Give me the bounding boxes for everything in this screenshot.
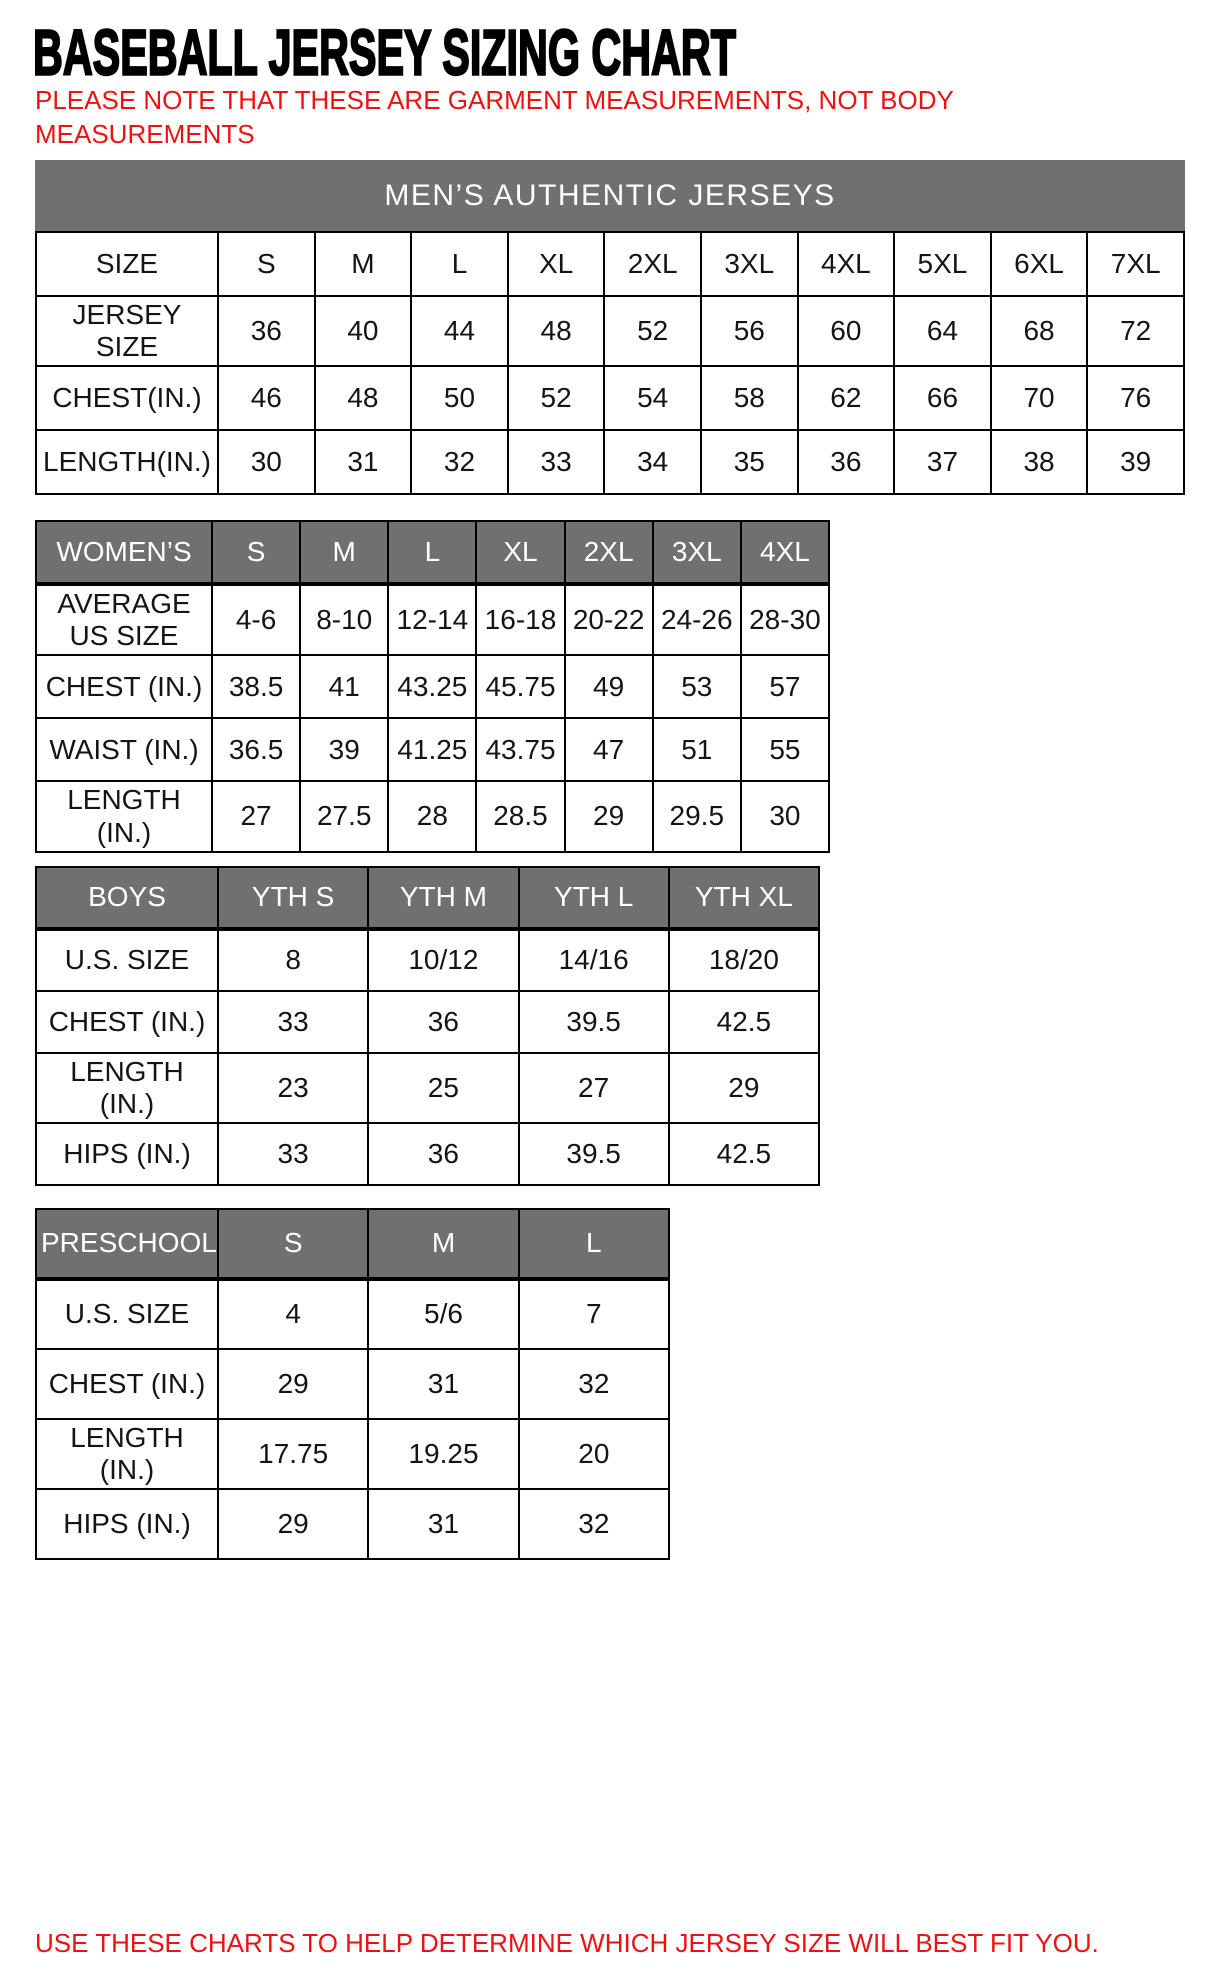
row-label: CHEST(IN.) (36, 366, 218, 430)
row-label: LENGTH (IN.) (36, 781, 212, 851)
table-cell: 37 (894, 430, 991, 494)
table-row (36, 991, 819, 1053)
row-label: U.S. SIZE (36, 929, 218, 991)
table-cell: 17.75 (218, 1419, 368, 1489)
table-cell: 32 (519, 1349, 669, 1419)
table-cell: 35 (701, 430, 798, 494)
table-header-row (36, 867, 819, 929)
table-cell: 39.5 (519, 991, 669, 1053)
row-label: HIPS (IN.) (36, 1123, 218, 1185)
table-row (36, 1489, 669, 1559)
table-row (36, 781, 829, 851)
mens-sizing-table (35, 231, 1185, 495)
table-cell: 8-10 (300, 584, 388, 655)
boys-sizing-table (35, 866, 820, 1186)
table-cell: 4-6 (212, 584, 300, 655)
row-label: LENGTH (IN.) (36, 1419, 218, 1489)
column-header-cell: YTH S (218, 867, 368, 929)
column-header-cell: YTH L (519, 867, 669, 929)
table-header-row (36, 1209, 669, 1279)
table-cell: 10/12 (368, 929, 518, 991)
table-cell: 60 (798, 296, 895, 366)
column-header-cell: S (212, 521, 300, 584)
table-cell: 27 (519, 1053, 669, 1123)
table-cell: 39 (300, 718, 388, 781)
table-cell: 16-18 (476, 584, 564, 655)
row-label: AVERAGE US SIZE (36, 584, 212, 655)
table-header-row (36, 521, 829, 584)
table-cell: 68 (991, 296, 1088, 366)
table-cell: 28 (388, 781, 476, 851)
table-cell: 39 (1087, 430, 1184, 494)
table-cell: 30 (741, 781, 829, 851)
table-cell: 36.5 (212, 718, 300, 781)
row-label: U.S. SIZE (36, 1279, 218, 1349)
column-header-cell: M (368, 1209, 518, 1279)
row-label: LENGTH (IN.) (36, 1053, 218, 1123)
table-cell: 5XL (894, 232, 991, 296)
table-cell: 5/6 (368, 1279, 518, 1349)
table-cell: 44 (411, 296, 508, 366)
table-cell: 23 (218, 1053, 368, 1123)
table-cell: 43.75 (476, 718, 564, 781)
table-cell: 52 (508, 366, 605, 430)
table-cell: 72 (1087, 296, 1184, 366)
table-cell: 31 (368, 1349, 518, 1419)
table-cell: 25 (368, 1053, 518, 1123)
table-row (36, 366, 1184, 430)
table-cell: 7 (519, 1279, 669, 1349)
table-row (36, 430, 1184, 494)
table-cell: 31 (368, 1489, 518, 1559)
table-row (36, 929, 819, 991)
table-cell: 12-14 (388, 584, 476, 655)
table-cell: 70 (991, 366, 1088, 430)
table-cell: 41 (300, 655, 388, 718)
table-cell: 45.75 (476, 655, 564, 718)
mens-table-banner: MEN’S AUTHENTIC JERSEYS (35, 160, 1185, 231)
table-row (36, 655, 829, 718)
table-cell: 62 (798, 366, 895, 430)
table-cell: 54 (604, 366, 701, 430)
table-cell: 38 (991, 430, 1088, 494)
table-cell: 47 (565, 718, 653, 781)
row-label: JERSEY SIZE (36, 296, 218, 366)
table-cell: 4 (218, 1279, 368, 1349)
table-row (36, 1349, 669, 1419)
row-label: CHEST (IN.) (36, 991, 218, 1053)
womens-sizing-table (35, 520, 830, 853)
table-cell: 48 (315, 366, 412, 430)
table-cell: 7XL (1087, 232, 1184, 296)
row-label: HIPS (IN.) (36, 1489, 218, 1559)
table-cell: 27.5 (300, 781, 388, 851)
table-cell: 20-22 (565, 584, 653, 655)
table-cell: 38.5 (212, 655, 300, 718)
column-header-cell: 4XL (741, 521, 829, 584)
table-cell: 49 (565, 655, 653, 718)
column-header-cell: 2XL (565, 521, 653, 584)
column-header-cell: YTH M (368, 867, 518, 929)
table-cell: 53 (653, 655, 741, 718)
column-header-cell: YTH XL (669, 867, 819, 929)
table-cell: 57 (741, 655, 829, 718)
table-cell: 29 (669, 1053, 819, 1123)
column-header-cell: S (218, 1209, 368, 1279)
table-cell: 76 (1087, 366, 1184, 430)
table-row (36, 296, 1184, 366)
table-row (36, 1419, 669, 1489)
table-cell: 39.5 (519, 1123, 669, 1185)
table-cell: 18/20 (669, 929, 819, 991)
table-cell: 55 (741, 718, 829, 781)
table-cell: 50 (411, 366, 508, 430)
table-cell: 66 (894, 366, 991, 430)
table-cell: 6XL (991, 232, 1088, 296)
table-cell: 24-26 (653, 584, 741, 655)
page-title: BASEBALL JERSEY SIZING CHART (33, 17, 736, 89)
table-cell: 42.5 (669, 991, 819, 1053)
table-cell: 29.5 (653, 781, 741, 851)
table-cell: 33 (218, 991, 368, 1053)
table-cell: 34 (604, 430, 701, 494)
table-cell: 31 (315, 430, 412, 494)
table-cell: 36 (798, 430, 895, 494)
table-row (36, 1053, 819, 1123)
table-row (36, 718, 829, 781)
table-cell: 3XL (701, 232, 798, 296)
row-label: SIZE (36, 232, 218, 296)
table-row (36, 1123, 819, 1185)
table-cell: 42.5 (669, 1123, 819, 1185)
table-cell: 29 (565, 781, 653, 851)
table-cell: 4XL (798, 232, 895, 296)
row-label: LENGTH(IN.) (36, 430, 218, 494)
table-cell: 36 (368, 991, 518, 1053)
garment-measurement-note: PLEASE NOTE THAT THESE ARE GARMENT MEASUREMENTS, NOT BODY MEASUREMENTS (35, 85, 954, 149)
table-cell: 28-30 (741, 584, 829, 655)
table-cell: 29 (218, 1349, 368, 1419)
table-cell: 19.25 (368, 1419, 518, 1489)
table-cell: 32 (519, 1489, 669, 1559)
row-label: CHEST (IN.) (36, 655, 212, 718)
table-cell: 36 (368, 1123, 518, 1185)
table-row (36, 584, 829, 655)
table-cell: 46 (218, 366, 315, 430)
table-cell: 33 (218, 1123, 368, 1185)
table-row (36, 232, 1184, 296)
table-cell: 48 (508, 296, 605, 366)
table-cell: 32 (411, 430, 508, 494)
column-header-cell: XL (476, 521, 564, 584)
table-cell: 56 (701, 296, 798, 366)
table-cell: S (218, 232, 315, 296)
table-cell: M (315, 232, 412, 296)
table-cell: 33 (508, 430, 605, 494)
table-cell: XL (508, 232, 605, 296)
table-row (36, 1279, 669, 1349)
table-cell: 52 (604, 296, 701, 366)
column-header-cell: 3XL (653, 521, 741, 584)
column-header-cell: M (300, 521, 388, 584)
table-cell: 36 (218, 296, 315, 366)
table-cell: 43.25 (388, 655, 476, 718)
table-cell: 20 (519, 1419, 669, 1489)
table-cell: 28.5 (476, 781, 564, 851)
table-cell: 30 (218, 430, 315, 494)
row-label: WOMEN’S (36, 521, 212, 584)
table-cell: 14/16 (519, 929, 669, 991)
row-label: BOYS (36, 867, 218, 929)
table-cell: 51 (653, 718, 741, 781)
table-cell: 27 (212, 781, 300, 851)
table-cell: 29 (218, 1489, 368, 1559)
column-header-cell: L (388, 521, 476, 584)
column-header-cell: L (519, 1209, 669, 1279)
table-cell: 2XL (604, 232, 701, 296)
row-label: WAIST (IN.) (36, 718, 212, 781)
preschool-sizing-table (35, 1208, 670, 1560)
table-cell: 58 (701, 366, 798, 430)
table-cell: L (411, 232, 508, 296)
table-cell: 40 (315, 296, 412, 366)
row-label: CHEST (IN.) (36, 1349, 218, 1419)
table-cell: 8 (218, 929, 368, 991)
footer-note: USE THESE CHARTS TO HELP DETERMINE WHICH JERSEY SIZE WILL BEST FIT YOU. (35, 1928, 1099, 1958)
row-label: PRESCHOOL (36, 1209, 218, 1279)
table-cell: 64 (894, 296, 991, 366)
table-cell: 41.25 (388, 718, 476, 781)
